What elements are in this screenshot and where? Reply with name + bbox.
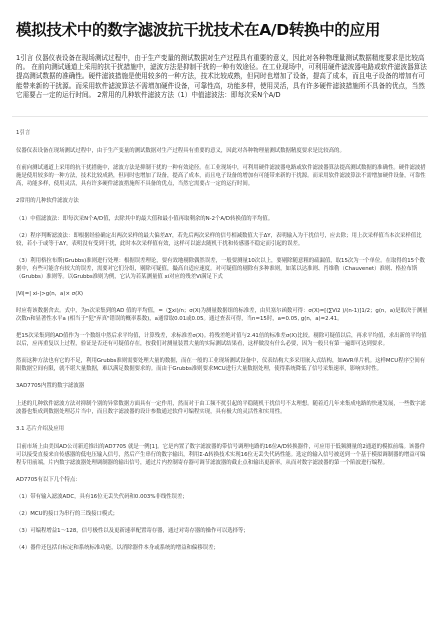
list-item: （2）MCU的接口为串行的三线接口模式； <box>16 511 119 518</box>
subsection-heading: 3.1 芯片介绍及应用 <box>16 426 65 433</box>
list-item: （4）器件还包括自标定和系统标准功能，以消除器件本身或系统的增益和偏移误差； <box>16 545 219 552</box>
paragraph: （2）程序判断滤波法：即根据经验确定出两次采样的最大偏差ΔY，若先后两次采样的信号相减数值大于ΔY，表明输入为干扰信号，应去除；用上次采样值当本次采样值比较，若小于或等于ΔY，表明没有受到干扰，此时本次采样值有效，这样可以滤去随机干扰和传感器不稳定而引起的误差。 <box>16 233 422 248</box>
document-title: 模拟技术中的数字滤波抗干扰技术在A/D转换中的应用 <box>16 21 381 39</box>
divider <box>12 116 428 117</box>
paragraph: 然而这种方法也有它的不足，利用Grubbs准则需要处理大量的数据，而在一般的工业现场测试设备中，仪表结构大多采用嵌入式结构，如AVR单片机。这样MCU程序空间有限数据空间有限，就不堪大量数据，难以满足数据要求的。而由于Grubbs准则要求MCU进行大量数据处理，使得系统降低了信号采集速率，影响实时性。 <box>16 358 426 373</box>
paragraph: 上述的几种软件滤波方法对抑制个别的异常数据方面具有一定作用，然而对于由工频不扰引起的平稳随机干扰信号不太理想。随着近几年来集成电路的快速发展，一些数字滤波器也集成到数据处理芯片当中，而且数字滤波器的设计参数通过软件可编程实现，具有极大的灵活性和实用性。 <box>16 401 426 416</box>
formula: |Vi|=| xi-|>g(n，a)× σ(X) <box>16 291 83 298</box>
paragraph: 目前市场上由美国AD公司新近推出的AD7705 就是一例[1]。它是内置了数字滤波器的带信号调理电路的16位A/D转换器件，可应用于低频测量的2通道的模拟前端。该器件可以接受直接来自传感器的低电压输入信号，然后产生串行的数字输出，利用Σ-Δ转换技术实现16位无丢失代码性能。选定的输入信号被送到一个基于模拟调制器的增益可编程专用前端，片内数字滤波器处理调制器的输出信号，通过片内控制寄存器可调节滤波器的截止点和输出更新率，从而对数字滤波器的第一个陷波进行编程。 <box>16 444 426 467</box>
paragraph: 时应将该数据舍去。式中，为n次采集到的AD 值的平均值，=（∑xi)/n；σ(X)为测量数据组的标准差，由贝塞尔函数可得：σ(X)=[(∑Vi2 )/(n-1)]1/2；g(n，a)是取决于测量次数n和显著性水平a (相当于"犯"弃真"错误的概率系数)，a通常取0.01或0.05。通过查表可得，当n=15时，a=0.05, g(n，a)=2.41。 <box>16 308 428 323</box>
paragraph: 把15次采集到的AD值作为一个数组中然后求平均值，计算残差，求标准差σ(X)。将残差绝对值与2.41倍的标准差σ(X)比较。剔除可疑值以后，再求平均值，求出新的平均值以后，应再重复以上过程，验证是否还有可疑值存在，按我们对测量装置大量的实际测试结果看，这样做没有什么必要，因为一般只有第一遍即可达到要求。 <box>16 333 427 348</box>
lead-summary: 1引言 仪器仪表设备在现场测试过程中，由于生产变量的测试数据对生产过程具有重要的意义，因此对各种物理量测试数据精度要求是比较高的。 在前向测试通道上采用的抗干扰措施中，滤波方法是抑制干扰的一种有效途径。在工业现场中，可利用硬件滤波器电路或软件滤波器算法提高测试数据的准确性。硬件滤波措施是使用较多的一种方法，技术比较成熟，但同时也增加了设备，提高了成本，而且电子设备的增加有可能带来新的干扰源。而采用软件滤波算法不需增加硬件设备，可靠性高，功能多样，使用灵活，具有许多硬件滤波措施所不具备的优点，当然它需要占一定的运行时间。 2常用的几种软件滤波方法（1）中值滤波法：即每次采N个A/D <box>16 54 427 99</box>
paragraph: （1）中值滤波法：即每次采N个A/D值，去除其中的最大值和最小值再取剩余的N-2个A/D转换值的平均值。 <box>16 216 274 223</box>
paragraph: AD7705有以下几个特点： <box>16 477 81 484</box>
list-item: （3）可编程增益1～128，信号极性以及更新速率配置寄存器，通过对寄存器的操作可以选择等； <box>16 528 249 535</box>
paragraph: （3）利用格拉布斯(Grubbs)准则进行处理：根据误差理论，要有效地剔除偶然误差，一般要测量10次以上，要剔除随意粗的疏漏值，取15次为一个单位。在取得的15个数据中，有些可能含有较大的误差，需要对它们分组，剔除可疑值，撮高自适应速度。对可疑值的剔除有多种准则，如莱以达准则、肖维勒（Chauvenet）准则、格拉布斯（Grubbs）准则等。以Grubbs准则为例，它认为若某测量值 xi对应的残差Vi满足下式 <box>16 258 425 281</box>
section-heading: 2常用的几种软件滤波方法 <box>16 198 79 205</box>
list-item: （1）带有输入滤波ADC，具有16位无丢失代码和0.003%非线性误差； <box>16 494 188 501</box>
paragraph: 在前向测试通道上采用的抗干扰措施中，滤波方法是抑制干扰的一种有效途径。在工业现场中，可利用硬件滤波器电路或软件滤波器算法提高测试数据的准确性。硬件滤波措施是使用较多的一种方法，技术比较成熟，但同时也增加了设备，提高了成本，而且电子设备的增加有可能带来新的干扰源。而采用软件滤波算法不需增加硬件设备，可靠性高，功能多样，使用灵活，具有许多硬件滤波措施所不具备的优点，当然它需要占一定的运行时间。 <box>16 165 426 188</box>
section-heading: 1引言 <box>16 130 31 137</box>
paragraph: 仪器仪表设备在现场测试过程中，由于生产变量的测试数据对生产过程具有重要的意义，因此对各种物理量测试数据精度要求是比较高的。 <box>16 148 345 155</box>
section-heading: 3AD7705内置的数字滤波器 <box>16 383 85 390</box>
